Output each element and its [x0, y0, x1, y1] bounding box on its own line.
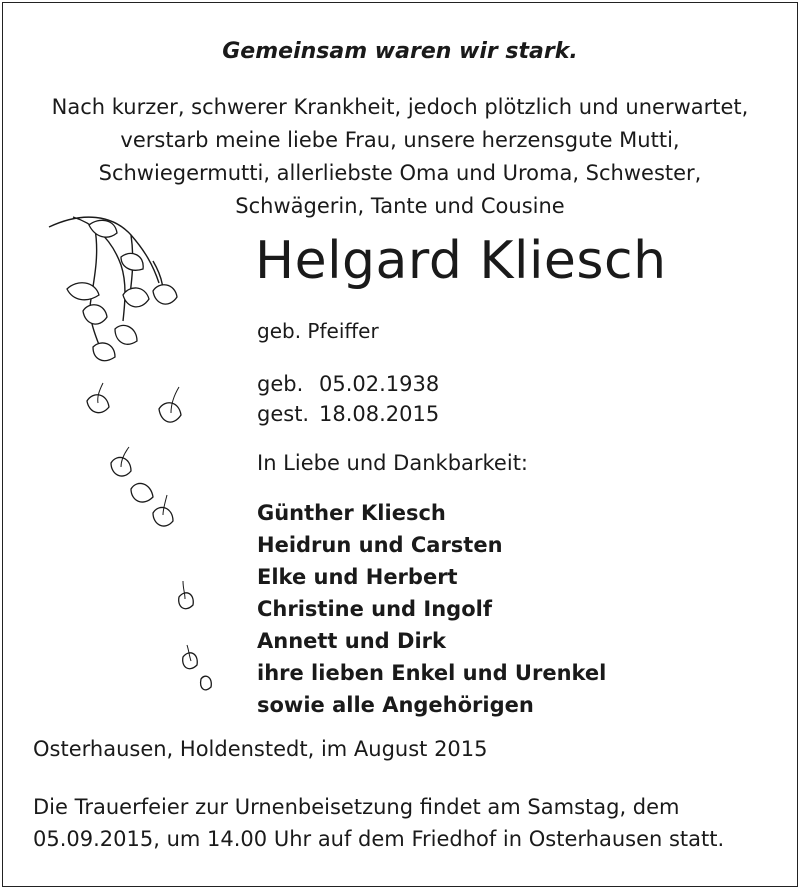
death-label: gest. — [257, 402, 310, 426]
service-line: 05.09.2015, um 14.00 Uhr auf dem Friedhof in Osterhausen statt. — [33, 827, 725, 851]
intro-line: verstarb meine liebe Frau, unsere herzensgute Mutti, — [120, 128, 680, 152]
mourner-name: ihre lieben Enkel und Urenkel — [257, 661, 607, 685]
mourner-name: Annett und Dirk — [257, 629, 446, 653]
intro-text — [3, 91, 797, 223]
thanks-line: In Liebe und Dankbarkeit: — [257, 451, 529, 475]
deceased-name: Helgard Kliesch — [255, 231, 667, 291]
place-and-date: Osterhausen, Holdenstedt, im August 2015 — [33, 737, 488, 761]
obituary-notice — [2, 2, 798, 887]
death-date-row — [257, 399, 439, 429]
intro-line: Schwiegermutti, allerliebste Oma und Uroma, Schwester, — [98, 161, 702, 185]
motto: Gemeinsam waren wir stark. — [222, 39, 578, 64]
maiden-name: geb. Pfeiffer — [257, 319, 379, 343]
intro-line: Schwägerin, Tante und Cousine — [235, 194, 565, 218]
mourner-name: Günther Kliesch — [257, 501, 446, 525]
death-date: 18.08.2015 — [319, 402, 440, 426]
life-dates — [257, 369, 439, 429]
service-line: Die Trauerfeier zur Urnenbeisetzung findet am Samstag, dem — [33, 795, 680, 819]
mourners-list — [257, 497, 606, 721]
mourner-name: Christine und Ingolf — [257, 597, 492, 621]
funeral-service-info — [33, 791, 724, 855]
intro-line: Nach kurzer, schwerer Krankheit, jedoch plötzlich und unerwartet, — [51, 95, 749, 119]
birth-label: geb. — [257, 372, 304, 396]
mourner-name: Elke und Herbert — [257, 565, 458, 589]
mourner-name: sowie alle Angehörigen — [257, 693, 534, 717]
leaf-icon — [67, 220, 211, 689]
mourner-name: Heidrun und Carsten — [257, 533, 503, 557]
birth-date: 05.02.1938 — [319, 372, 440, 396]
birth-date-row — [257, 369, 439, 399]
